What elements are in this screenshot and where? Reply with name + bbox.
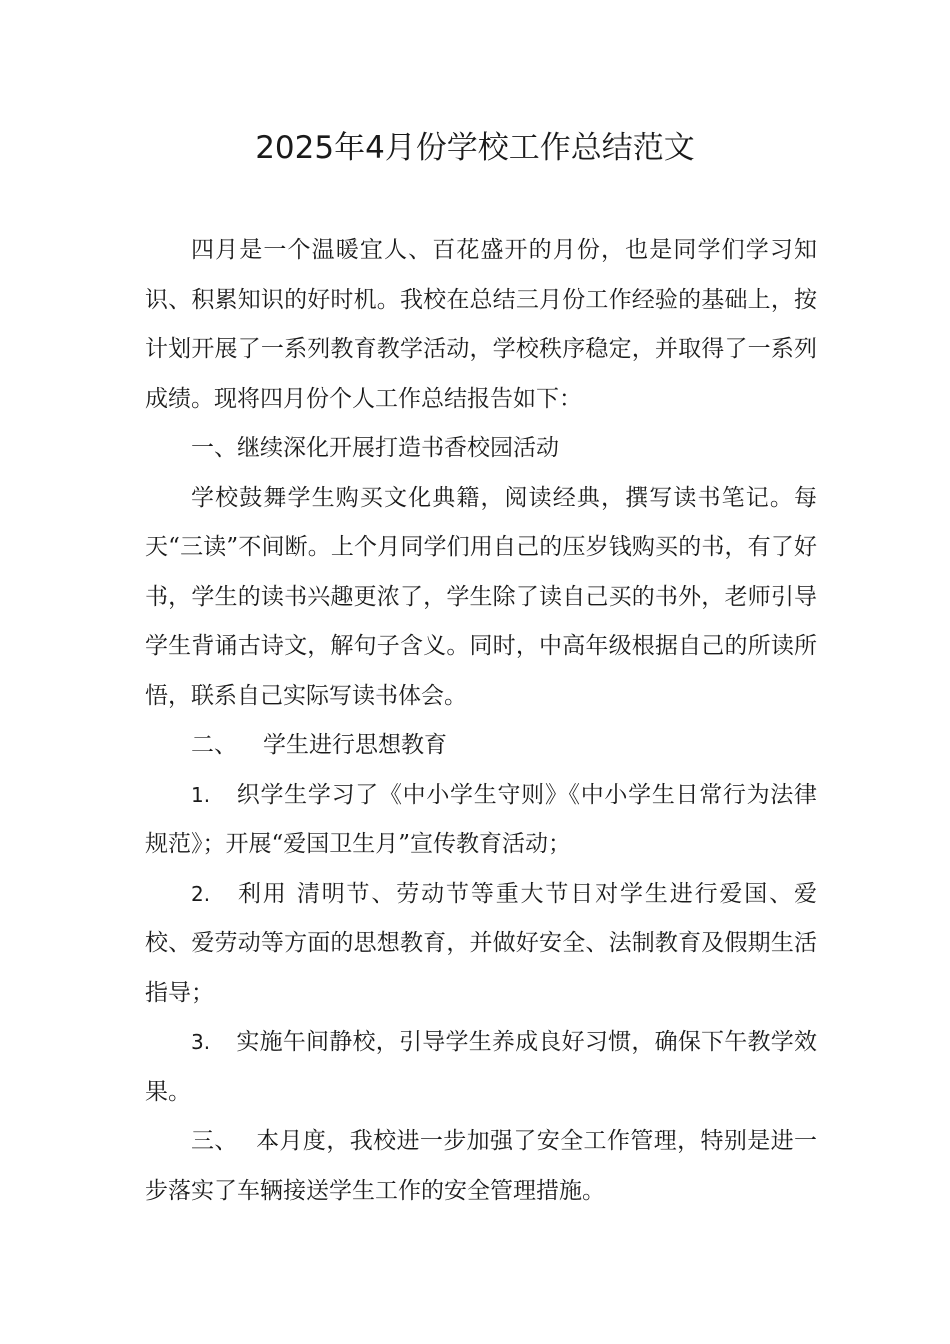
document-title: 2025年4月份学校工作总结范文 [255, 130, 695, 166]
list-item-number: 3. [191, 1030, 211, 1054]
list-item [145, 870, 817, 1019]
section-2-heading [145, 721, 817, 771]
section-2-marker: 二、 [191, 732, 237, 758]
list-item-text: 利用 清明节、劳动节等重大节日对学生进行爱国、爱校、爱劳动等方面的思想教育，并做好安全、法制教育及假期生活指导； [145, 880, 817, 1006]
section-3-marker: 三、 [191, 1128, 238, 1154]
list-item [145, 1018, 817, 1117]
list-item [145, 771, 817, 870]
section-1-paragraph: 学校鼓舞学生购买文化典籍，阅读经典，撰写读书笔记。每天“三读”不间断。上个月同学们用自己的压岁钱购买的书，有了好书，学生的读书兴趣更浓了，学生除了读自己买的书外，老师引导学生背诵古诗文，解句子含义。同时，中高年级根据自己的所读所悟，联系自己实际写读书体会。 [145, 484, 817, 709]
intro-paragraph: 四月是一个温暖宜人、百花盛开的月份，也是同学们学习知识、积累知识的好时机。我校在总结三月份工作经验的基础上，按计划开展了一系列教育教学活动，学校秩序稳定，并取得了一系列成绩。现将四月份个人工作总结报告如下： [145, 237, 817, 412]
section-3-paragraph [145, 1117, 817, 1216]
list-item-number: 1. [191, 782, 211, 807]
section-1-heading: 一、继续深化开展打造书香校园活动 [191, 435, 559, 461]
section-2-title: 学生进行思想教育 [263, 732, 447, 758]
section-3-text: 本月度，我校进一步加强了安全工作管理，特别是进一步落实了车辆接送学生工作的安全管理措施。 [145, 1128, 818, 1204]
list-item-text: 实施午间静校，引导学生养成良好习惯，确保下午教学效果。 [145, 1029, 817, 1105]
list-item-number: 2. [191, 881, 211, 906]
document-body [145, 226, 817, 1216]
list-item-text: 织学生学习了《中小学生守则》《中小学生日常行为法律规范》；开展“爱国卫生月”宣传教育活动； [145, 781, 817, 857]
